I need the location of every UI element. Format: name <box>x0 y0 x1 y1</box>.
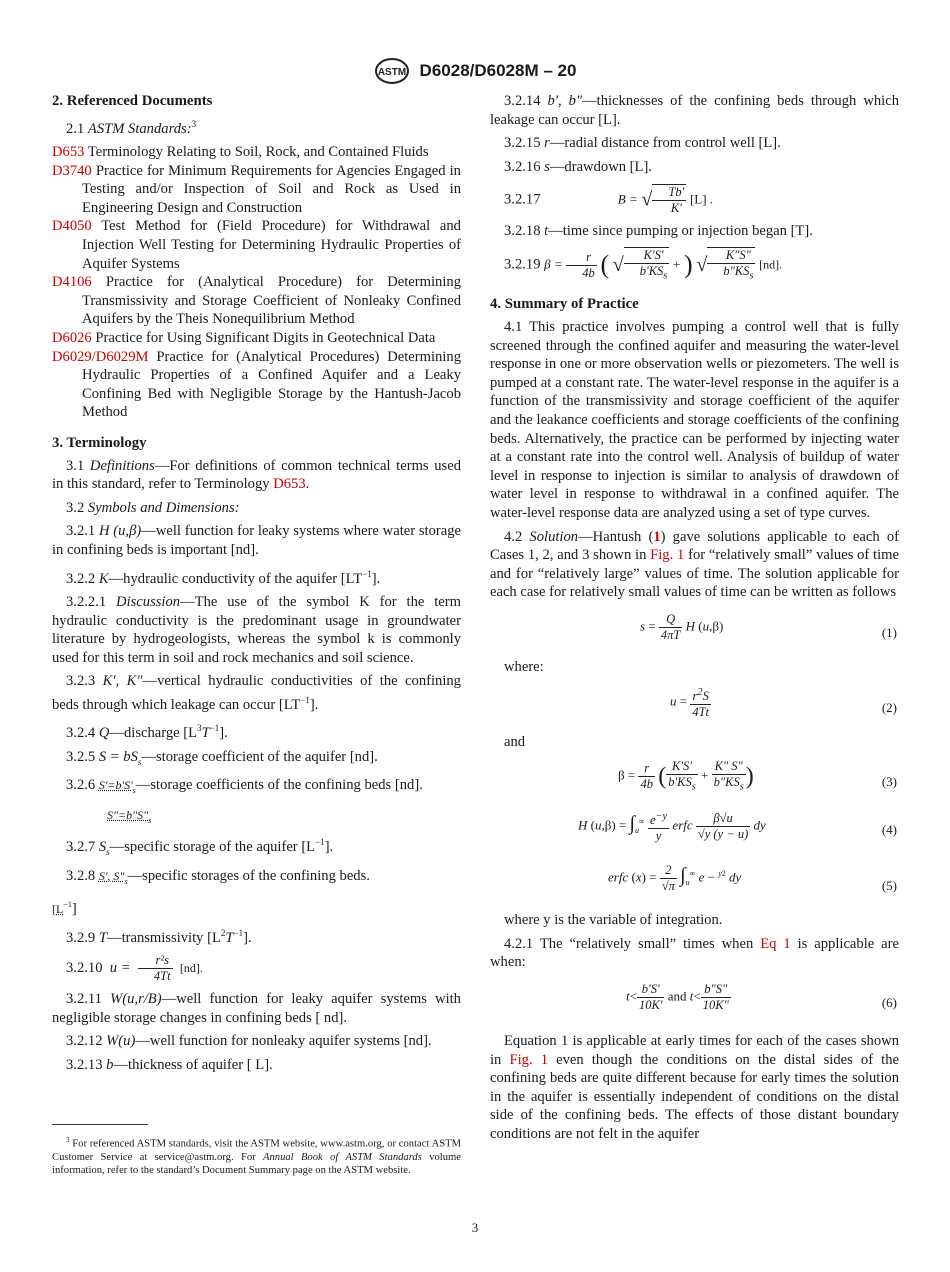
equation-5: erfc (x) = $\frac{2}{√\pi}$ $\int_u^\infty$ e − $^{y2}$ dy (5) <box>608 863 897 894</box>
astm-logo-icon <box>374 58 410 84</box>
item-3-2-8-unit: $[L^{-1}]$ <box>52 900 77 918</box>
fig-1-link[interactable]: Fig. 1 <box>650 547 685 564</box>
para-4-2-1: 4.2.1 The “relatively small” times when Eq 1 is applicable are when: <box>490 935 899 971</box>
item-3-2-15: 3.2.15 r—radial distance from control well [L]. <box>504 135 781 152</box>
equation-6: t< $\frac{b'S'}{10K'}$ and t< $\frac{b"S"}{10K"}$ (6) <box>626 981 897 1012</box>
reference-item: D3740 Practice for Minimum Requirements for Agencies Engaged in Testing and/or Inspection of Soil and Rock as Used in Engineering Design and Construction <box>52 162 461 216</box>
right-column <box>490 92 899 1149</box>
item-3-2-2: 3.2.2 K—hydraulic conductivity of the aquifer $[LT^{-1}]$. <box>66 568 381 587</box>
item-3-2-13: 3.2.13 b—thickness of aquifer [ L]. <box>66 1056 273 1073</box>
section-3-title: 3. Terminology <box>52 434 147 451</box>
ref-link-d4050[interactable]: D4050 <box>52 218 92 235</box>
ref-link-d6026[interactable]: D6026 <box>52 329 92 346</box>
equation-1: s = $\frac{Q}{4\pi T}$ H (u,β) (1) <box>640 611 897 642</box>
reference-list <box>52 143 461 422</box>
section-4-title: 4. Summary of Practice <box>490 296 639 313</box>
fig-1-link-2[interactable]: Fig. 1 <box>509 1051 548 1068</box>
item-3-2-6: 3.2.6 $S'=b'S'_s—storage$ coefficients of the confining beds [nd]. <box>66 777 423 796</box>
item-3-2-11: 3.2.11 W(u,r/B)—well function for leaky aquifer systems with negligible storage changes in confining beds [ nd]. <box>52 991 461 1026</box>
item-3-2-12: 3.2.12 W(u)—well function for nonleaky aquifer systems [nd]. <box>66 1033 432 1050</box>
footnote: $^3$ For referenced ASTM standards, visit the ASTM website, www.astm.org, or contact ASTM Customer Service at service@astm.org. For Annual Book of ASTM Standards volume information, refer to the standard’s Document Summary page on the ASTM website. <box>52 1136 461 1177</box>
para-2-1: 2.1 ASTM Standards:$^3$ <box>66 118 197 137</box>
ref-link-d6029[interactable]: D6029/D6029M <box>52 348 149 365</box>
left-column <box>52 92 461 1079</box>
reference-item: D4106 Practice for (Analytical Procedure) for Determining Transmissivity and Storage Coefficient of Nonleaky Confined Aquifers by the Theis Nonequilibrium Method <box>52 274 461 328</box>
item-3-2-9: 3.2.9 T—transmissivity $[L^2T^{-1}]$. <box>66 927 252 946</box>
para-3-2: 3.2 Symbols and Dimensions: <box>66 499 240 516</box>
page-header <box>0 58 950 84</box>
section-2-title: 2. Referenced Documents <box>52 93 213 109</box>
item-3-2-6-symbol-2: $S"=b"S"_s$ <box>107 807 152 825</box>
link-d653[interactable]: D653 <box>273 476 306 493</box>
ref-link-d4106[interactable]: D4106 <box>52 274 92 291</box>
para-3-1: 3.1 Definitions—For definitions of common technical terms used in this standard, refer to Terminology D653. <box>52 457 462 493</box>
reference-item: D6026 Practice for Using Significant Digits in Geotechnical Data <box>52 329 436 346</box>
item-3-2-2-1: 3.2.2.1 Discussion—The use of the symbol K for the term hydraulic conductivity is the predominant usage in groundwater literature by hydrogeologists, whereas the symbol k is commonly used for this term in soil and rock mechanics and soil science. <box>52 593 461 666</box>
ref-1-link[interactable]: 1 <box>653 528 661 545</box>
reference-item: D4050 Test Method for (Field Procedure) for Withdrawal and Injection Well Testing for Determining Hydraulic Properties of Aquifer Systems <box>52 218 461 272</box>
variable-note: where y is the variable of integration. <box>504 912 723 929</box>
item-3-2-16: 3.2.16 s—drawdown [L]. <box>504 158 652 175</box>
item-3-2-7: 3.2.7 $S_s—specific$ storage of the aquifer $[L^{-1}]$. <box>66 837 334 858</box>
reference-item: D6029/D6029M Practice for (Analytical Procedures) Determining Hydraulic Properties of a Confined Aquifer and a Leaky Confining Bed with Negligible Storage by the Hantush-Jacob Method <box>52 348 461 421</box>
item-3-2-4: 3.2.4 Q—discharge $[L^3T^{-1}]$. <box>66 723 228 742</box>
ref-link-d653[interactable]: D653 <box>52 144 85 161</box>
eq-1-link[interactable]: Eq 1 <box>760 935 791 952</box>
equation-3: β = $\frac{r}{4b}$ ( $\frac{K'S'}{b'KS_s}$ + $\frac{K" S"}{b"KS_s}$ ) (3) <box>618 759 897 793</box>
item-3-2-3: 3.2.3 K′, K″—vertical hydraulic conductivities of the confining beds through which leakage can occur $[LT^{-1}]$. <box>52 673 461 713</box>
equation-4: H $(u,\beta) = \int_u^\infty$ $\frac{e^{-y}}{y}$ erfc $\frac{\beta√u}{√y (y - u)}$ dy (4) <box>578 811 897 844</box>
para-4-1: 4.1 This practice involves pumping a control well that is fully screened through the confined aquifer and measuring the water-level response in one or more observation wells or piezometers. The well is pumped at a constant rate. The water-level response in the aquifer is a function of the transmissivity and storage coefficient of the aquifer and the leakance coefficients and storage coefficients of the confining beds. Alternatively, the practice can be performed by injecting water at a constant rate into the control well. Analysis of buildup of water level in response to injection is similar to analysis of drawdown of water level in response to withdrawal in a confined aquifer. The water-level response data are analyzed using a set of type curves. <box>490 319 900 521</box>
item-3-2-10: 3.2.10 u = $\frac{\text{r²s}}{4Tt}$ [nd]. <box>66 953 203 984</box>
and-label: and <box>504 733 526 750</box>
item-3-2-5: 3.2.5 $S = bS_s—storage$ coefficient of the aquifer [nd]. <box>66 748 378 767</box>
reference-item: D653 Terminology Relating to Soil, Rock, and Contained Fluids <box>52 144 429 161</box>
item-3-2-14: 3.2.14 b′, b″—thicknesses of the confining beds through which leakage can occur [L]. <box>490 93 899 128</box>
svg-text:ASTM: ASTM <box>377 67 406 78</box>
para-final: Equation 1 is applicable at early times for each of the cases shown in Fig. 1 even though the conditions on the distal sides of the confining beds are quite different because for early times the solution in the aquifer is essentially independent of conditions on the distal side of the confining beds. The effects of those distant boundary conditions are not felt in the aquifer <box>490 1032 900 1142</box>
where-label: where: <box>504 658 544 675</box>
item-3-2-8: 3.2.8 S', $S"_s—specific$ storages of the confining beds. <box>66 867 370 886</box>
item-3-2-17: 3.2.17 B = √ $\frac{Tb'}{K'}$ [L] . <box>504 185 714 216</box>
para-4-2: 4.2 Solution—Hantush (1) gave solutions applicable to each of Cases 1, 2, and 3 shown in Fig. 1 for “relatively small” values of time and for “relatively large” values of time. The solution applicable for each case for relatively small values of time can be written as follows <box>490 528 899 601</box>
item-3-2-19: 3.2.19 β = $\frac{r}{4b}$ ( √ $\frac{K'S'}{b'KS_s}$ + ) √ $\frac{K"S"}{b"KS_s}$ [nd]. <box>504 247 783 282</box>
page-number: 3 <box>471 1220 479 1235</box>
document-designation: D6028/D6028M – 20 <box>419 61 577 80</box>
ref-link-d3740[interactable]: D3740 <box>52 162 92 179</box>
equation-2: u = $\frac{r^2S}{4Tt}$ (2) <box>670 686 897 719</box>
footnote-rule <box>52 1124 148 1125</box>
item-3-2-1: 3.2.1 H (u,β)—well function for leaky systems where water storage in confining beds is important [nd]. <box>52 523 462 558</box>
item-3-2-18: 3.2.18 t—time since pumping or injection began [T]. <box>504 223 813 240</box>
